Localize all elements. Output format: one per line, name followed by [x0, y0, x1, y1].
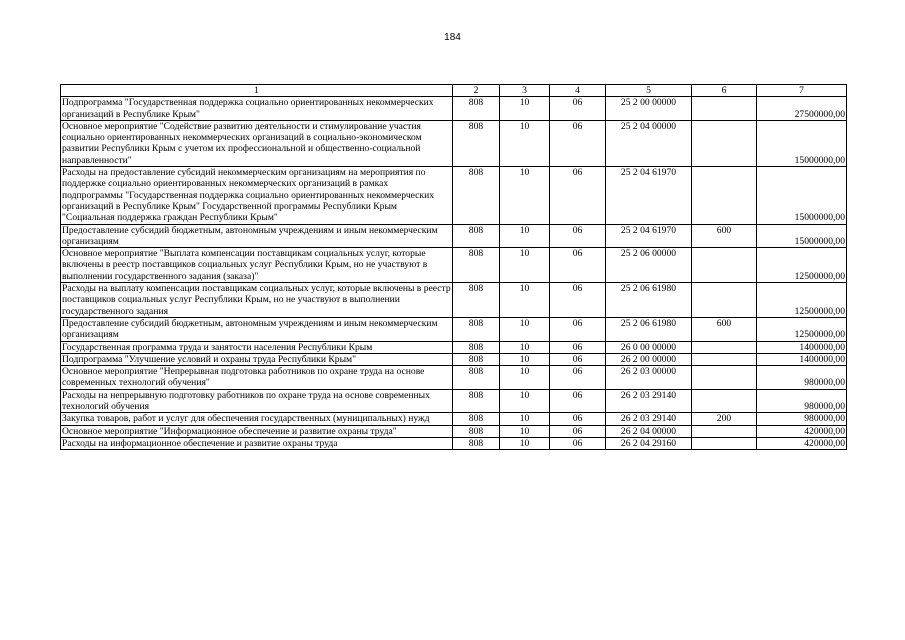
row-name-cell: Предоставление субсидий бюджетным, автономным учреждениям и иным некоммерческим организациям	[61, 317, 453, 341]
row-subsection-cell: 06	[550, 224, 606, 248]
row-amount-cell: 1400000,00	[757, 353, 847, 365]
table-row	[61, 425, 847, 437]
row-type-cell	[692, 389, 757, 413]
row-section-cell: 10	[500, 366, 550, 390]
row-code-cell: 808	[453, 366, 500, 390]
page-number: 184	[444, 32, 461, 43]
row-subsection-cell: 06	[550, 425, 606, 437]
row-subsection-cell: 06	[550, 97, 606, 121]
row-type-cell: 600	[692, 224, 757, 248]
row-name-cell: Расходы на информационное обеспечение и развитие охраны труда	[61, 437, 453, 449]
row-code-cell: 808	[453, 224, 500, 248]
row-subsection-cell: 06	[550, 283, 606, 318]
row-name-cell: Основное мероприятие "Содействие развитию деятельности и стимулирование участия социально ориентированных некоммерческих организаций в социально-экономическом развитии Республики Крым с учетом их профессиональной и общественно-социальной направленности"	[61, 120, 453, 166]
row-subsection-cell: 06	[550, 389, 606, 413]
column-header: 1	[61, 85, 453, 97]
row-name-cell: Основное мероприятие "Информационное обеспечение и развитие охраны труда"	[61, 425, 453, 437]
row-code-cell: 808	[453, 120, 500, 166]
column-header: 5	[606, 85, 692, 97]
row-subsection-cell: 06	[550, 437, 606, 449]
row-amount-cell: 15000000,00	[757, 120, 847, 166]
table-row	[61, 437, 847, 449]
row-code-cell: 808	[453, 389, 500, 413]
row-subsection-cell: 06	[550, 413, 606, 425]
row-code-cell: 808	[453, 353, 500, 365]
row-target-cell: 26 2 03 00000	[606, 366, 692, 390]
row-code-cell: 808	[453, 97, 500, 121]
row-code-cell: 808	[453, 341, 500, 353]
row-amount-cell: 1400000,00	[757, 341, 847, 353]
row-code-cell: 808	[453, 413, 500, 425]
row-amount-cell: 980000,00	[757, 366, 847, 390]
row-target-cell: 26 2 03 29140	[606, 389, 692, 413]
table-row	[61, 341, 847, 353]
table-row	[61, 97, 847, 121]
column-header: 3	[500, 85, 550, 97]
budget-table	[60, 84, 847, 450]
table-row	[61, 167, 847, 224]
row-subsection-cell: 06	[550, 353, 606, 365]
row-amount-cell: 980000,00	[757, 389, 847, 413]
row-amount-cell: 12500000,00	[757, 283, 847, 318]
row-code-cell: 808	[453, 283, 500, 318]
row-section-cell: 10	[500, 283, 550, 318]
table-row	[61, 283, 847, 318]
column-header: 2	[453, 85, 500, 97]
row-name-cell: Расходы на непрерывную подготовку работников по охране труда на основе современных технологий обучения	[61, 389, 453, 413]
row-type-cell	[692, 341, 757, 353]
row-target-cell: 25 2 06 61980	[606, 283, 692, 318]
row-name-cell: Подпрограмма "Улучшение условий и охраны труда Республики Крым"	[61, 353, 453, 365]
row-name-cell: Расходы на выплату компенсации поставщикам социальных услуг, которые включены в реестр поставщиков социальных услуг Республики Крым, но не участвуют в выполнении государственного задания	[62, 283, 451, 317]
table-row	[61, 317, 847, 341]
row-name-cell: Основное мероприятие "Непрерывная подготовка работников по охране труда на основе современных технологий обучения"	[61, 366, 453, 390]
row-section-cell: 10	[500, 437, 550, 449]
row-section-cell: 10	[500, 353, 550, 365]
row-subsection-cell: 06	[550, 248, 606, 283]
row-subsection-cell: 06	[550, 341, 606, 353]
row-target-cell: 25 2 04 61970	[606, 224, 692, 248]
row-target-cell: 25 2 04 61970	[606, 167, 692, 224]
row-name-cell: Закупка товаров, работ и услуг для обеспечения государственных (муниципальных) нужд	[61, 413, 453, 425]
row-section-cell: 10	[500, 413, 550, 425]
row-target-cell: 26 2 00 00000	[606, 353, 692, 365]
row-name-cell: Предоставление субсидий бюджетным, автономным учреждениям и иным некоммерческим организациям	[61, 224, 453, 248]
row-section-cell: 10	[500, 317, 550, 341]
table-row	[61, 353, 847, 365]
row-amount-cell: 15000000,00	[757, 167, 847, 224]
row-type-cell	[692, 366, 757, 390]
table-row	[61, 120, 847, 166]
row-target-cell: 26 2 04 29160	[606, 437, 692, 449]
column-header: 4	[550, 85, 606, 97]
row-section-cell: 10	[500, 120, 550, 166]
row-subsection-cell: 06	[550, 120, 606, 166]
table-row	[61, 248, 847, 283]
row-target-cell: 26 2 04 00000	[606, 425, 692, 437]
table-row	[61, 224, 847, 248]
row-subsection-cell: 06	[550, 366, 606, 390]
row-section-cell: 10	[500, 224, 550, 248]
row-type-cell: 200	[692, 413, 757, 425]
column-header: 6	[692, 85, 757, 97]
row-code-cell: 808	[453, 317, 500, 341]
row-name-cell: Основное мероприятие "Выплата компенсации поставщикам социальных услуг, которые включены в реестр поставщиков социальных услуг Республики Крым, но не участвуют в выполнении государственного задания (заказа)"	[61, 248, 453, 283]
row-amount-cell: 12500000,00	[757, 248, 847, 283]
row-target-cell: 26 0 00 00000	[606, 341, 692, 353]
header-row	[61, 85, 847, 97]
row-target-cell: 25 2 06 61980	[606, 317, 692, 341]
row-amount-cell: 420000,00	[757, 425, 847, 437]
row-section-cell: 10	[500, 389, 550, 413]
row-amount-cell: 980000,00	[757, 413, 847, 425]
row-section-cell: 10	[500, 341, 550, 353]
row-amount-cell: 27500000,00	[757, 97, 847, 121]
column-header: 7	[757, 85, 847, 97]
row-target-cell: 26 2 03 29140	[606, 413, 692, 425]
row-section-cell: 10	[500, 248, 550, 283]
table-row	[61, 389, 847, 413]
row-amount-cell: 12500000,00	[757, 317, 847, 341]
row-code-cell: 808	[453, 167, 500, 224]
row-name-cell: Подпрограмма "Государственная поддержка социально ориентированных некоммерческих организаций в Республике Крым"	[61, 97, 453, 121]
row-type-cell	[692, 248, 757, 283]
row-type-cell	[692, 167, 757, 224]
row-code-cell: 808	[453, 248, 500, 283]
row-target-cell: 25 2 04 00000	[606, 120, 692, 166]
row-amount-cell: 420000,00	[757, 437, 847, 449]
row-name-cell: Расходы на предоставление субсидий некоммерческим организациям на мероприятия по поддержке социально ориентированных некоммерческих организаций в рамках подпрограммы "Государственная поддержка социально ориентированных некоммерческих организаций в Республике Крым" Государственной программы Республики Крым "Социальная поддержка граждан Республики Крым"	[61, 167, 453, 224]
table-row	[61, 366, 847, 390]
row-target-cell: 25 2 06 00000	[606, 248, 692, 283]
row-type-cell	[692, 437, 757, 449]
row-type-cell: 600	[692, 317, 757, 341]
row-type-cell	[692, 120, 757, 166]
row-section-cell: 10	[500, 167, 550, 224]
row-name-cell: Государственная программа труда и занятости населения Республики Крым	[61, 341, 453, 353]
row-type-cell	[692, 425, 757, 437]
row-target-cell: 25 2 00 00000	[606, 97, 692, 121]
row-subsection-cell: 06	[550, 167, 606, 224]
row-code-cell: 808	[453, 425, 500, 437]
row-type-cell	[692, 283, 757, 318]
row-section-cell: 10	[500, 97, 550, 121]
row-subsection-cell: 06	[550, 317, 606, 341]
row-section-cell: 10	[500, 425, 550, 437]
row-type-cell	[692, 97, 757, 121]
table-row	[61, 413, 847, 425]
row-amount-cell: 15000000,00	[757, 224, 847, 248]
row-code-cell: 808	[453, 437, 500, 449]
row-type-cell	[692, 353, 757, 365]
